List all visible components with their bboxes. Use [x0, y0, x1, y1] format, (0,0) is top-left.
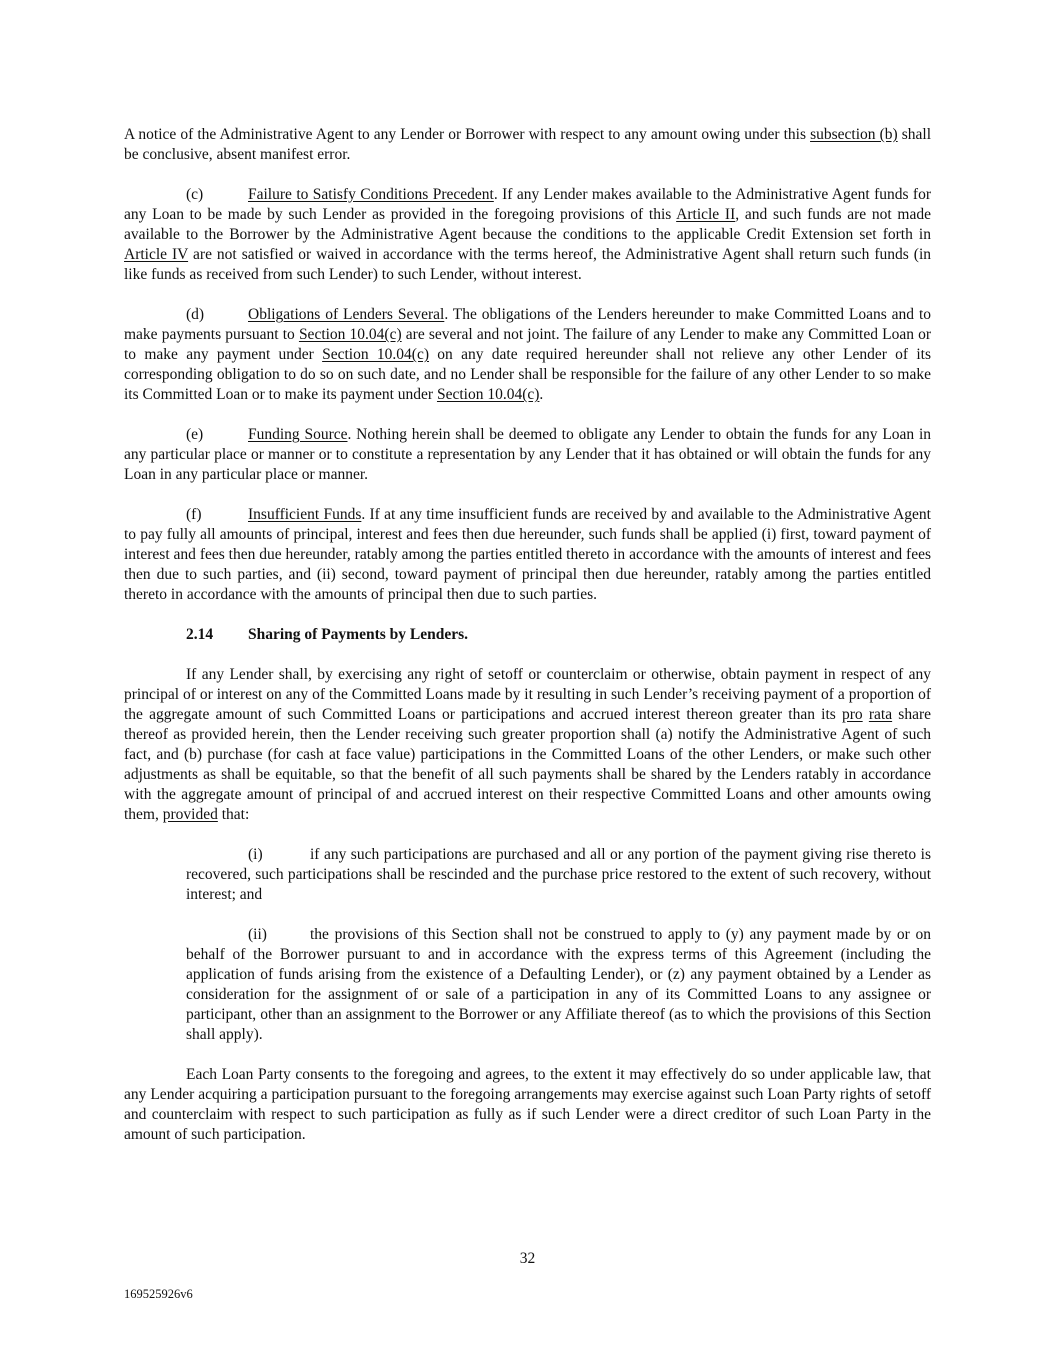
- paragraph-text: share thereof as provided herein, then the Lender receiving such greater proportion shall (a) notify the Administrative Agent of such fact, and (b) purchase (for cash at face value) participations in the Committed Loans of the other Lenders, or make such other adjustments as shall be equitable, so that the benefit of all such payments shall be shared by the Lenders ratably in accordance with the aggregate amount of principal of and accrued interest on their respective Committed Loans and other amounts owing them,: [124, 706, 932, 823]
- clause-title: Failure to Satisfy Conditions Precedent: [248, 186, 494, 203]
- clause-label: (c): [186, 186, 204, 203]
- paragraph-text: , and such funds are not made available to the Borrower by the Administrative Agent because the conditions to the applicable Credit Extension set forth in: [124, 206, 931, 243]
- page-number: 32: [519, 1250, 536, 1267]
- paragraph-b-notice: [124, 125, 931, 165]
- section-title: Sharing of Payments by Lenders.: [248, 626, 469, 643]
- term-rata: rata: [868, 706, 893, 723]
- paragraph-text: . If at any time insufficient funds are received by and available to the Administrative Agent to pay fully all amounts of principal, interest and fees then due hereunder, such funds shall be applied (i) first, toward payment of interest and fees then due hereunder, ratably among the parties entitled thereto in accordance with the amounts of interest and fees then due to such parties, and (ii) second, toward payment of principal then due hereunder, ratably among the parties entitled thereto in accordance with the amounts of principal then due to such parties.: [124, 506, 931, 603]
- paragraph-text: . Nothing herein shall be deemed to obligate any Lender to obtain the funds for any Loan in any particular place or manner or to constitute a representation by any Lender that it has obtained or will obtain the funds for any Loan in any particular place or manner.: [124, 426, 932, 483]
- cross-reference-article-ii: Article II: [676, 206, 736, 223]
- term-pro: pro: [842, 706, 863, 723]
- clause-title: Insufficient Funds: [248, 506, 362, 523]
- section-heading: [186, 625, 931, 645]
- term-provided: provided: [162, 806, 218, 823]
- paragraph-text: . If any Lender makes available to the Administrative Agent funds for any Loan to be made by such Lender as provided in the foregoing provisions of this: [124, 186, 931, 223]
- paragraph-text: If any Lender shall, by exercising any right of setoff or counterclaim or otherwise, obtain payment in respect of any principal of or interest on any of the Committed Loans made by it resulting in such Lender’s receiving payment of a proportion of the aggregate amount of such Committed Loans or participations and accrued interest thereon greater than its: [124, 666, 931, 723]
- clause-title: Funding Source: [248, 426, 348, 443]
- cross-reference-section-10-04c: Section 10.04(c): [322, 346, 429, 363]
- paragraph-text: are several and not joint. The failure of any Lender to make any Committed Loan or to make any payment under: [124, 326, 931, 363]
- clause-label: (d): [186, 306, 205, 323]
- cross-reference-article-iv: Article IV: [124, 246, 189, 263]
- sub-clause-ii: [186, 925, 931, 1045]
- clause-label: (e): [186, 426, 204, 443]
- sub-clause-i: [186, 845, 931, 905]
- paragraph-e: [124, 425, 931, 485]
- paragraph-text: on any date required hereunder shall not relieve any other Lender of its corresponding obligation to do so on such date, and no Lender shall be responsible for the failure of any other Lender to so make its Committed Loan or to make its payment under: [124, 346, 931, 403]
- paragraph-text: . The obligations of the Lenders hereunder to make Committed Loans and to make payments pursuant to: [124, 306, 931, 343]
- clause-label: (f): [186, 506, 202, 523]
- document-page: [124, 125, 931, 1165]
- document-id: 169525926v6: [124, 1287, 193, 1301]
- cross-reference-section-10-04c: Section 10.04(c): [436, 386, 540, 403]
- paragraph-text: A notice of the Administrative Agent to any Lender or Borrower with respect to any amount owing under this: [124, 126, 811, 143]
- clause-title: Obligations of Lenders Several: [248, 306, 445, 323]
- cross-reference-subsection-b: subsection (b): [810, 126, 898, 143]
- paragraph-text: that:: [217, 806, 250, 823]
- section-number: 2.14: [186, 626, 214, 643]
- paragraph-c: [124, 185, 931, 285]
- clause-label: (ii): [248, 926, 267, 943]
- cross-reference-section-10-04c: Section 10.04(c): [298, 326, 402, 343]
- section-body: [124, 665, 931, 825]
- paragraph-text: shall be conclusive, absent manifest error.: [124, 126, 932, 163]
- closing-paragraph: Each Loan Party consents to the foregoing and agrees, to the extent it may effectively do so under applicable law, that any Lender acquiring a participation pursuant to the foregoing arrangements may exercise against such Loan Party rights of setoff and counterclaim with respect to such participation as fully as if such Lender were a direct creditor of such Loan Party in the amount of such participation.: [124, 1066, 931, 1143]
- paragraph-text: if any such participations are purchased and all or any portion of the payment giving rise thereto is recovered, such participations shall be rescinded and the purchase price restored to the extent of such recovery, without interest; and: [186, 846, 931, 903]
- paragraph-d: [124, 305, 931, 405]
- paragraph-text: .: [539, 386, 544, 403]
- paragraph-text: are not satisfied or waived in accordance with the terms hereof, the Administrative Agent shall return such funds (in like funds as received from such Lender) to such Lender, without interest.: [124, 246, 931, 283]
- paragraph-text: the provisions of this Section shall not be construed to apply to (y) any payment made by or on behalf of the Borrower pursuant to and in accordance with the express terms of this Agreement (including the application of funds arising from the existence of a Defaulting Lender), or (z) any payment obtained by a Lender as consideration for the assignment of or sale of a participation in any of its Committed Loans to any assignee or participant, other than an assignment to the Borrower or any Affiliate thereof (as to which the provisions of this Section shall apply).: [186, 926, 931, 1043]
- clause-label: (i): [248, 846, 263, 863]
- paragraph-f: [124, 505, 931, 605]
